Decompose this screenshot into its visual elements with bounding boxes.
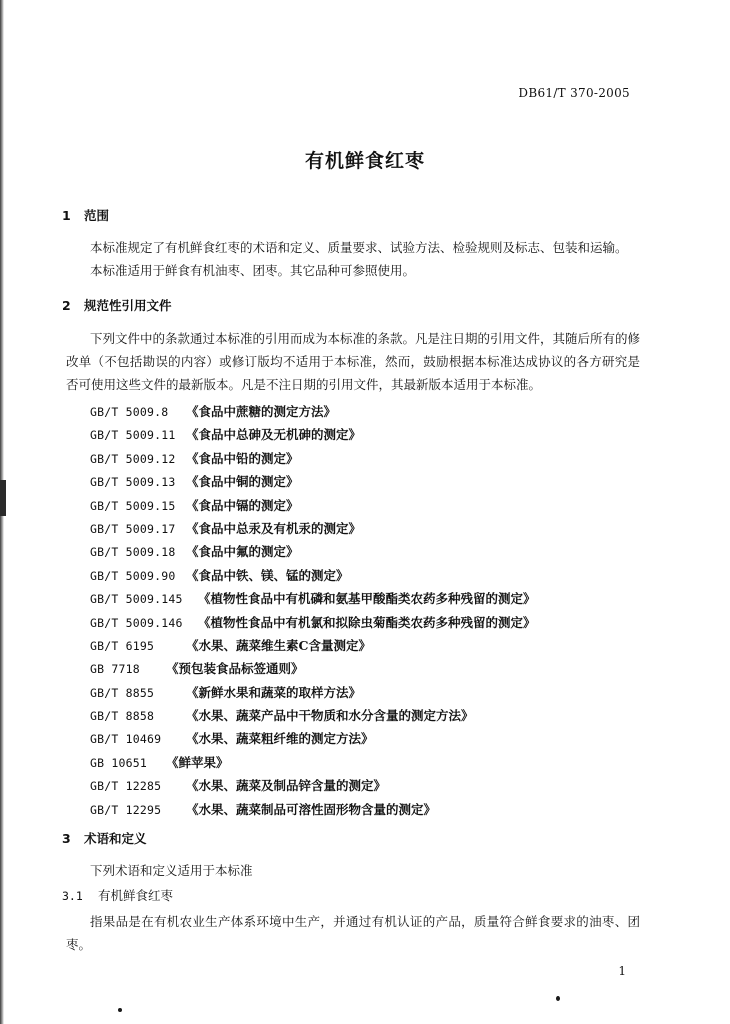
reference-code: GB/T 5009.15 <box>90 498 176 513</box>
scan-speck <box>556 996 560 1001</box>
reference-item <box>90 517 536 540</box>
reference-item <box>90 751 536 774</box>
reference-code: GB/T 8855 <box>90 685 155 700</box>
section-heading-normative-refs <box>62 296 172 314</box>
reference-code: GB/T 8858 <box>90 709 155 724</box>
page-number: 1 <box>618 964 626 978</box>
reference-title: 《食品中铁、镁、锰的测定》 <box>186 567 349 583</box>
reference-code: GB/T 12285 <box>90 779 162 794</box>
subsection-heading-organic-jujube <box>62 886 173 904</box>
reference-item <box>90 634 536 657</box>
reference-title: 《食品中蔗糖的测定方法》 <box>186 404 337 419</box>
reference-title: 《水果、蔬菜制品可溶性固形物含量的测定》 <box>186 801 437 817</box>
reference-item <box>90 470 536 493</box>
reference-title: 《食品中镉的测定》 <box>186 497 299 513</box>
reference-title: 《食品中铅的测定》 <box>186 450 299 466</box>
reference-item <box>90 564 536 587</box>
section-title: 范围 <box>84 208 110 223</box>
reference-title: 《食品中总砷及无机砷的测定》 <box>186 427 362 443</box>
reference-item <box>90 727 536 750</box>
reference-code: GB/T 5009.13 <box>90 475 176 490</box>
definition-paragraph: 指果品是在有机农业生产体系环境中生产，并通过有机认证的产品，质量符合鲜食要求的油枣、团枣。 <box>66 914 640 952</box>
section-number: 1 <box>62 208 71 223</box>
reference-code: GB/T 5009.146 <box>90 615 183 630</box>
reference-item <box>90 774 536 797</box>
scope-paragraph-2: 本标准适用于鲜食有机油枣、团枣。其它品种可参照使用。 <box>90 263 416 278</box>
reference-code: GB 10651 <box>90 755 147 770</box>
scan-speck <box>118 1008 122 1012</box>
reference-code: GB/T 6195 <box>90 638 155 653</box>
reference-item <box>90 587 536 610</box>
terms-paragraph: 下列术语和定义适用于本标准 <box>90 863 253 878</box>
reference-code: GB/T 5009.12 <box>90 451 176 466</box>
normative-refs-paragraph: 下列文件中的条款通过本标准的引用而成为本标准的条款。凡是注日期的引用文件，其随后所有的修改单（不包括勘误的内容）或修订版均不适用于本标准，然而，鼓励根据本标准达成协议的各方研究是否可使用这些文件的最新版本。凡是不注日期的引用文件，其最新版本适用于本标准。 <box>66 331 641 392</box>
scope-paragraph: 本标准规定了有机鲜食红枣的术语和定义、质量要求、试验方法、检验规则及标志、包装和运输。 <box>90 240 628 255</box>
section-title: 术语和定义 <box>84 831 147 846</box>
reference-title: 《水果、蔬菜维生素C含量测定》 <box>186 637 371 653</box>
reference-code: GB/T 5009.17 <box>90 521 176 536</box>
reference-code: GB/T 5009.11 <box>90 428 176 443</box>
reference-item <box>90 611 536 634</box>
reference-item <box>90 494 536 517</box>
reference-item <box>90 704 536 727</box>
reference-title: 《水果、蔬菜粗纤维的测定方法》 <box>186 731 374 747</box>
reference-code: GB 7718 <box>90 662 140 677</box>
reference-title: 《预包装食品标签通则》 <box>166 661 304 677</box>
reference-item <box>90 681 536 704</box>
reference-title: 《新鲜水果和蔬菜的取样方法》 <box>186 684 362 700</box>
subsection-number: 3.1 <box>62 889 83 903</box>
reference-item <box>90 400 536 423</box>
reference-item <box>90 423 536 446</box>
section-number: 3 <box>62 831 71 846</box>
reference-code: GB/T 12295 <box>90 802 162 817</box>
reference-title: 《植物性食品中有机氯和拟除虫菊酯类农药多种残留的测定》 <box>198 614 536 630</box>
reference-item <box>90 447 536 470</box>
reference-title: 《植物性食品中有机磷和氨基甲酸酯类农药多种残留的测定》 <box>198 591 536 607</box>
reference-code: GB/T 5009.18 <box>90 545 176 560</box>
reference-title: 《水果、蔬菜及制品锌含量的测定》 <box>186 778 387 794</box>
reference-code: GB/T 5009.145 <box>90 592 183 607</box>
section-title: 规范性引用文件 <box>84 298 172 313</box>
reference-title: 《鲜苹果》 <box>166 754 229 770</box>
section-heading-scope <box>62 206 109 224</box>
reference-item <box>90 798 536 821</box>
reference-title: 《食品中铜的测定》 <box>186 474 299 490</box>
reference-title: 《食品中总汞及有机汞的测定》 <box>186 520 362 536</box>
reference-code: GB/T 5009.90 <box>90 568 176 583</box>
scan-artifact <box>0 480 6 516</box>
reference-list <box>90 400 536 821</box>
reference-code: GB/T 10469 <box>90 732 162 747</box>
reference-item <box>90 657 536 680</box>
subsection-title: 有机鲜食红枣 <box>98 888 174 903</box>
document-title: 有机鲜食红枣 <box>304 150 425 172</box>
reference-item <box>90 540 536 563</box>
reference-title: 《水果、蔬菜产品中干物质和水分含量的测定方法》 <box>186 708 474 724</box>
reference-title: 《食品中氟的测定》 <box>186 544 299 560</box>
section-number: 2 <box>62 298 71 313</box>
standard-code: DB61/T 370-2005 <box>518 86 630 100</box>
section-heading-terms <box>62 829 147 847</box>
reference-code: GB/T 5009.8 <box>90 405 169 419</box>
